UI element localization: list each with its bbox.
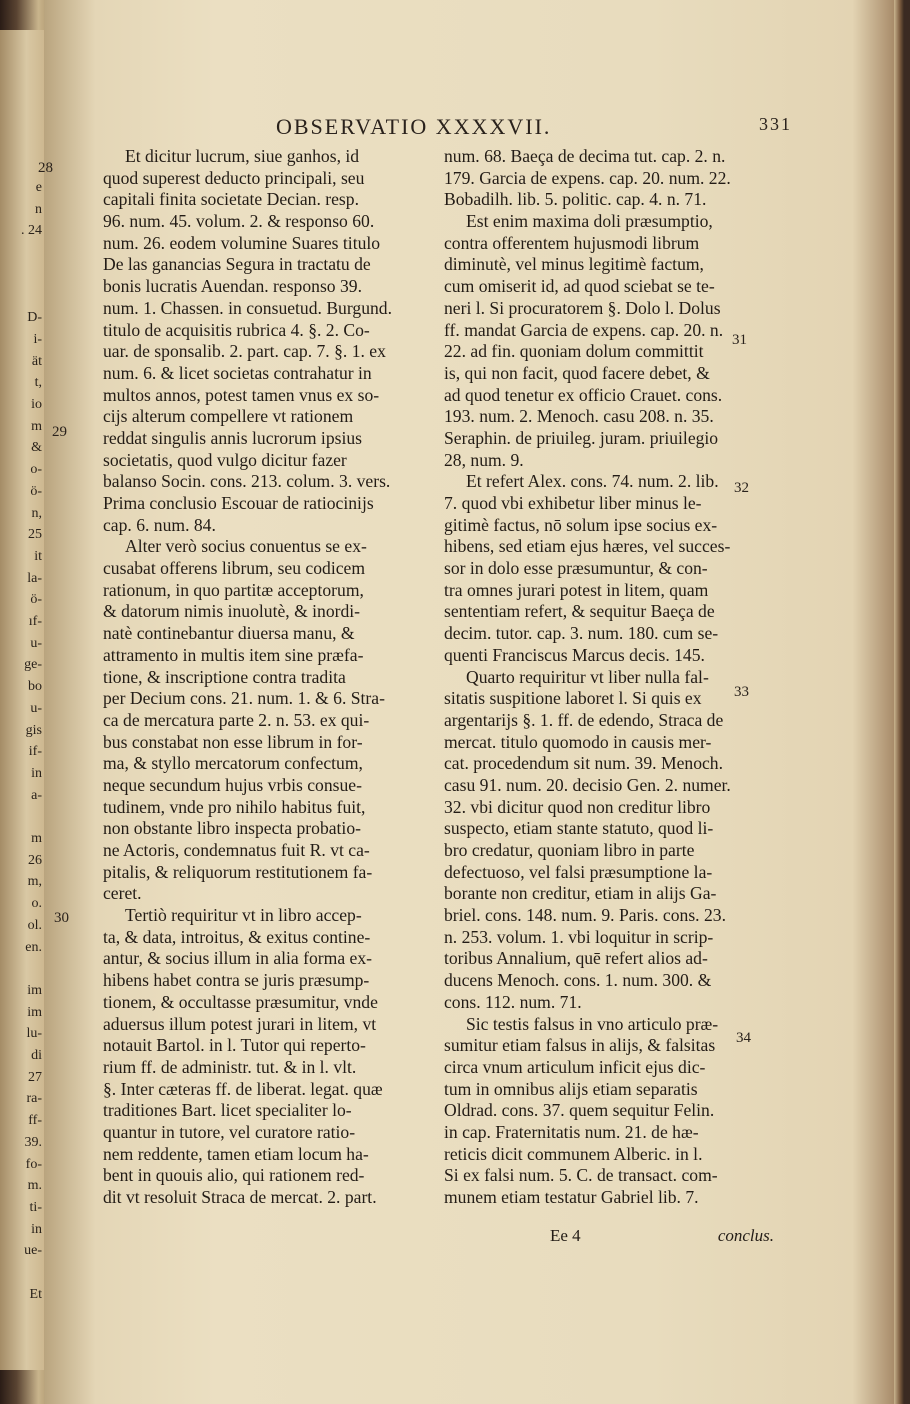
previous-page-fragment: 39. — [24, 1134, 42, 1150]
previous-page-fragment: it — [34, 548, 42, 564]
margin-number-33: 33 — [734, 684, 749, 700]
text-line: Oldrad. cons. 37. quem sequitur Felin. — [444, 1100, 715, 1121]
text-line: hibens, sed etiam ejus hæres, vel succes- — [444, 536, 731, 557]
text-line: Et refert Alex. cons. 74. num. 2. lib. — [466, 471, 719, 492]
previous-page-fragment: . 24 — [21, 223, 42, 239]
text-line: §. Inter cæteras ff. de liberat. legat. quæ — [103, 1078, 383, 1099]
text-line: 193. num. 2. Menoch. casu 208. n. 35. — [444, 406, 714, 427]
text-line: argentarijs §. 1. ff. de edendo, Straca de — [444, 709, 724, 730]
previous-page-fragment: n — [35, 201, 42, 217]
text-line: circa vnum articulum inficit ejus dic- — [444, 1056, 706, 1077]
text-line: gitimè factus, nō solum ipse socius ex- — [444, 514, 718, 535]
previous-page-fragment: 26 — [28, 852, 42, 868]
previous-page-fragment: u- — [30, 635, 42, 651]
previous-page-fragment: gis — [25, 722, 42, 738]
text-line: sor in dolo esse præsumuntur, & con- — [444, 558, 708, 579]
text-line: Quarto requiritur vt liber nulla fal- — [466, 666, 709, 687]
text-line: neque secundum hujus vrbis consue- — [103, 774, 362, 795]
previous-page-fragment: m — [31, 418, 42, 434]
previous-page-fragment: la- — [27, 570, 42, 586]
previous-page-fragment: 25 — [28, 527, 42, 543]
right-column — [444, 146, 774, 1209]
running-head — [232, 114, 792, 144]
previous-page-fragment: en. — [25, 939, 42, 955]
text-line: contra offerentem hujusmodi librum — [444, 232, 700, 253]
text-line: De las ganancias Segura in tractatu de — [103, 254, 371, 275]
text-line: quenti Franciscus Marcus decis. 145. — [444, 644, 705, 665]
text-line: societatis, quod vulgo dicitur fazer — [103, 449, 347, 470]
text-line: per Decium cons. 21. num. 1. & 6. Stra- — [103, 688, 385, 709]
text-line: sententiam refert, & sequitur Baeça de — [444, 601, 715, 622]
text-line: Tertiò requiritur vt in libro accep- — [125, 905, 362, 926]
previous-page-fragment: if- — [28, 744, 42, 760]
text-line: Bobadilh. lib. 5. politic. cap. 4. n. 71. — [444, 189, 707, 210]
page-footer — [444, 1226, 774, 1248]
text-line: tudinem, vnde pro nihilo habitus fuit, — [103, 796, 366, 817]
text-line: n. 253. volum. 1. vbi loquitur in scrip- — [444, 926, 714, 947]
previous-page-fragment: ti- — [29, 1199, 42, 1215]
catchword: conclus. — [717, 1226, 774, 1245]
text-line: ta, & data, introitus, & exitus contine- — [103, 926, 371, 947]
margin-number-34: 34 — [736, 1030, 751, 1046]
text-line: reddat singulis annis lucrorum ipsius — [103, 427, 362, 448]
signature-mark: Ee 4 — [550, 1226, 581, 1245]
left-column — [103, 146, 433, 1209]
text-line: quantur in tutore, vel curatore ratio- — [103, 1121, 356, 1142]
text-line: ducens Menoch. cons. 1. num. 300. & — [444, 970, 712, 991]
text-line: cat. procedendum sit num. 39. Menoch. — [444, 753, 723, 774]
text-line: casu 91. num. 20. decisio Gen. 2. numer. — [444, 774, 731, 795]
previous-page-fragment: im — [27, 1004, 42, 1020]
previous-page-fragment: 27 — [28, 1069, 42, 1085]
margin-number-29: 29 — [52, 424, 67, 440]
previous-page-fragment: fo- — [25, 1156, 42, 1172]
text-line: reticis dicit communem Alberic. in l. — [444, 1143, 703, 1164]
text-line: bus constabat non esse librum in for- — [103, 731, 363, 752]
margin-number-32: 32 — [734, 480, 749, 496]
previous-page-fragment: n, — [31, 505, 42, 521]
text-line: bent in quouis alio, qui rationem red- — [103, 1165, 365, 1186]
text-line: attramento in multis item sine præfa- — [103, 644, 364, 665]
text-line: rationum, in quo partitæ acceptorum, — [103, 579, 364, 600]
text-line: balanso Socin. cons. 213. colum. 3. vers. — [103, 471, 391, 492]
text-line: antur, & socius illum in alia forma ex- — [103, 948, 373, 969]
previous-page-fragment: ö- — [30, 592, 42, 608]
text-line: defectuoso, vel falsi præsumptione la- — [444, 861, 713, 882]
text-line: hibens habet contra se juris præsump- — [103, 970, 370, 991]
text-line: sumitur etiam falsus in alijs, & falsitas — [444, 1035, 716, 1056]
previous-page-fragment: ra- — [26, 1091, 42, 1107]
previous-page-edge — [0, 30, 44, 1370]
text-line: 179. Garcia de expens. cap. 20. num. 22. — [444, 167, 731, 188]
previous-page-fragment: m — [31, 831, 42, 846]
text-line: capitali finita societate Decian. resp. — [103, 189, 359, 210]
text-line: in cap. Fraternitatis num. 21. de hæ- — [444, 1121, 699, 1142]
text-line: pitalis, & reliquorum restitutionem fa- — [103, 861, 373, 882]
text-line: diminutè, vel minus legitimè factum, — [444, 254, 704, 275]
text-line: Prima conclusio Escouar de ratiocinijs — [103, 493, 374, 513]
text-line: cusabat offerens librum, seu codicem — [103, 558, 366, 579]
text-line: quod superest deducto principali, seu — [103, 167, 365, 188]
text-line: suspecto, etiam stante statuto, quod li- — [444, 818, 714, 839]
text-line: borante non creditur, etiam in alijs Ga- — [444, 883, 717, 904]
text-line: uar. de sponsalib. 2. part. cap. 7. §. 1. ex — [103, 341, 386, 362]
text-line: 22. ad fin. quoniam dolum committit — [444, 341, 704, 362]
previous-page-fragment: t, — [34, 375, 42, 391]
text-line: Si ex falsi num. 5. C. de transact. com- — [444, 1165, 718, 1186]
text-line: ad quod tenetur ex officio Crauet. cons. — [444, 384, 723, 405]
text-line: Sic testis falsus in vno articulo præ- — [466, 1013, 719, 1034]
previous-page-fragment: a- — [31, 787, 42, 803]
text-line: is, qui non facit, quod facere debet, & — [444, 362, 710, 383]
text-line: Seraphin. de priuileg. juram. priuilegio — [444, 427, 719, 448]
previous-page-fragment: in — [31, 765, 42, 781]
text-line: sitatis suspitione laboret l. Si quis ex — [444, 688, 702, 709]
text-line: nem reddente, tamen etiam locum ha- — [103, 1143, 369, 1164]
text-line: cijs alterum compellere vt rationem — [103, 406, 354, 427]
previous-page-fragment: o. — [31, 896, 42, 912]
page — [38, 0, 904, 1404]
text-line: tra omnes jurari potest in litem, quam — [444, 579, 709, 600]
previous-page-fragment: u- — [30, 700, 42, 716]
text-line: tionem, & occultasse præsumitur, vnde — [103, 991, 378, 1012]
text-line: Et dicitur lucrum, siue ganhos, id — [125, 146, 360, 166]
text-line: 32. vbi dicitur quod non creditur libro — [444, 796, 711, 817]
page-number: 331 — [759, 114, 792, 134]
text-line: ff. mandat Garcia de expens. cap. 20. n. — [444, 319, 724, 340]
text-line: natè continebantur diuersa manu, & — [103, 623, 355, 644]
text-line: mercat. titulo quomodo in causis mer- — [444, 731, 712, 752]
text-line: bro credatur, quoniam libro in parte — [444, 840, 695, 860]
text-line: aduersus illum potest jurari in litem, vt — [103, 1013, 377, 1034]
text-line: notauit Bartol. in l. Tutor qui reperto- — [103, 1035, 366, 1056]
text-line: tum in omnibus alijs etiam separatis — [444, 1078, 698, 1099]
previous-page-fragment: bo — [28, 679, 42, 695]
previous-page-fragment: D- — [27, 310, 42, 326]
previous-page-fragment: & — [31, 440, 42, 456]
text-line: dit vt resoluit Straca de mercat. 2. part. — [103, 1187, 377, 1207]
text-line: ma, & styllo mercatorum confectum, — [103, 753, 363, 774]
text-line: cum omiserit id, ad quod sciebat se te- — [444, 276, 715, 297]
previous-page-fragment: e — [35, 180, 42, 195]
previous-page-fragment: i- — [33, 331, 42, 347]
text-line: bonis lucratis Auendan. responso 39. — [103, 276, 362, 297]
text-line: 96. num. 45. volum. 2. & responso 60. — [103, 211, 375, 232]
text-line: titulo de acquisitis rubrica 4. §. 2. Co- — [103, 319, 370, 340]
text-line: decim. tutor. cap. 3. num. 180. cum se- — [444, 623, 719, 644]
previous-page-fragment: ol. — [27, 917, 42, 933]
text-line: traditiones Bart. licet specialiter lo- — [103, 1100, 352, 1121]
text-line: non obstante libro inspecta probatio- — [103, 818, 361, 839]
text-line: num. 68. Baeça de decima tut. cap. 2. n. — [444, 146, 726, 166]
text-line: num. 26. eodem volumine Suares titulo — [103, 232, 381, 253]
previous-page-fragment: ge- — [24, 657, 42, 673]
text-line: munem etiam testatur Gabriel lib. 7. — [444, 1187, 699, 1207]
previous-page-fragment: ıf- — [28, 614, 42, 629]
margin-number-31: 31 — [732, 332, 747, 348]
previous-page-fragment: in — [31, 1221, 42, 1237]
text-line: briel. cons. 148. num. 9. Paris. cons. 23. — [444, 905, 726, 926]
text-line: 28, num. 9. — [444, 449, 524, 470]
text-line: Est enim maxima doli præsumptio, — [466, 211, 713, 232]
text-line: rium ff. de administr. tut. & in l. vlt. — [103, 1056, 357, 1077]
previous-page-fragment: ue- — [24, 1243, 42, 1259]
text-line: num. 1. Chassen. in consuetud. Burgund. — [103, 297, 392, 318]
text-line: cons. 112. num. 71. — [444, 991, 582, 1012]
text-line: neri l. Si procuratorem §. Dolo l. Dolus — [444, 297, 721, 318]
previous-page-fragment: ö- — [30, 483, 42, 499]
text-line: tione, & inscriptione contra tradita — [103, 666, 346, 687]
margin-number-28: 28 — [38, 160, 53, 176]
previous-page-fragment: m, — [27, 874, 42, 890]
text-line: ceret. — [103, 883, 142, 904]
text-line: & datorum nimis inuolutè, & inordi- — [103, 601, 361, 622]
previous-page-fragment: lu- — [26, 1026, 42, 1042]
previous-page-fragment: di — [31, 1048, 42, 1063]
text-line: Alter verò socius conuentus se ex- — [125, 536, 367, 557]
text-line: 7. quod vbi exhibetur liber minus le- — [444, 493, 702, 513]
text-line: ne Actoris, condemnatus fuit R. vt ca- — [103, 840, 370, 860]
text-line: cap. 6. num. 84. — [103, 514, 216, 535]
previous-page-fragment: ät — [31, 353, 42, 369]
text-line: num. 6. & licet societas contrahatur in — [103, 362, 372, 383]
previous-page-fragment: o- — [30, 462, 42, 478]
margin-number-30: 30 — [54, 910, 69, 926]
previous-page-fragment: Et — [29, 1286, 42, 1302]
text-line: toribus Annalium, quē refert alios ad- — [444, 948, 708, 969]
previous-page-fragment: io — [31, 397, 42, 412]
previous-page-fragment: im — [27, 982, 42, 998]
text-line: ca de mercatura parte 2. n. 53. ex qui- — [103, 709, 370, 730]
text-line: multos annos, potest tamen vnus ex so- — [103, 384, 380, 405]
previous-page-fragment: m. — [27, 1178, 42, 1194]
page-edge-shadow — [894, 0, 904, 1404]
running-head-title: OBSERVATIO XXXXVII. — [276, 114, 552, 139]
previous-page-fragment: ff- — [28, 1113, 42, 1129]
